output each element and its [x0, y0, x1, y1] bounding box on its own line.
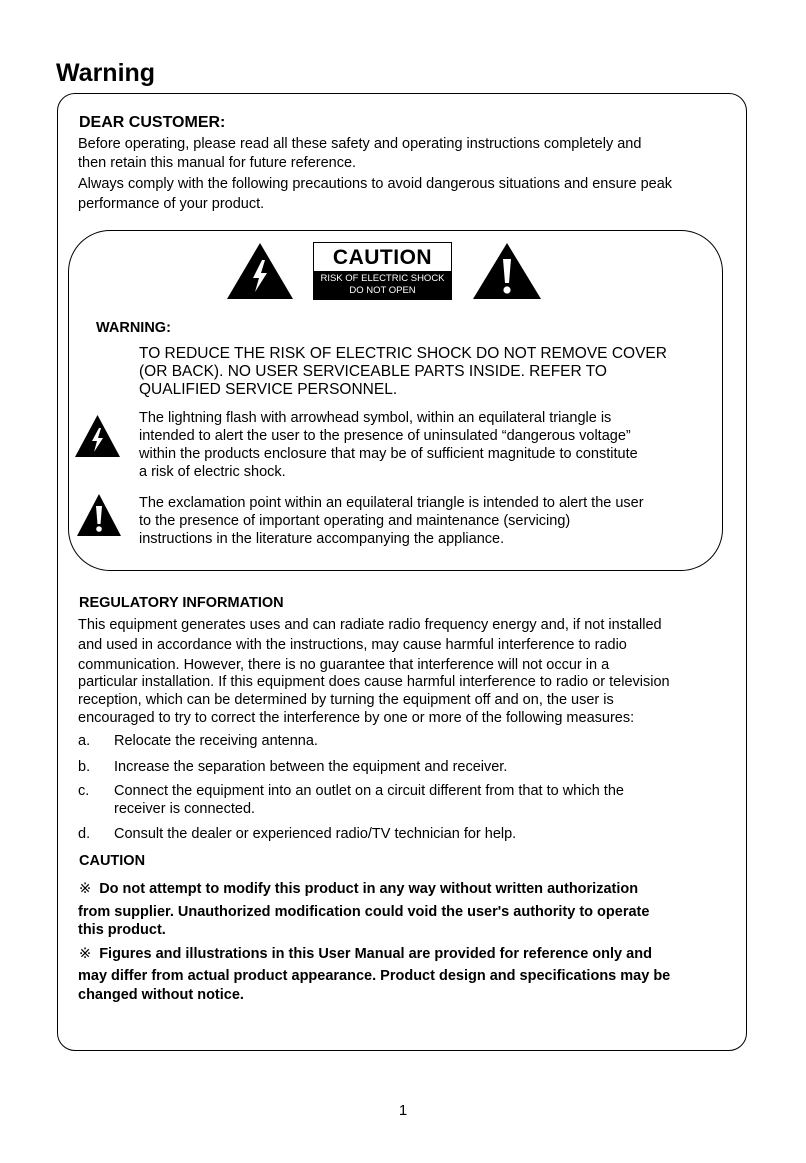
- lightning-desc-line: within the products enclosure that may be of sufficient magnitude to constitute: [139, 446, 638, 462]
- caution-note-line: this product.: [78, 922, 166, 938]
- caution-label-line1: RISK OF ELECTRIC SHOCK: [320, 273, 445, 284]
- exclamation-triangle-icon: [76, 493, 122, 537]
- lightning-desc-line: a risk of electric shock.: [139, 464, 286, 480]
- warning-text-line: TO REDUCE THE RISK OF ELECTRIC SHOCK DO NOT REMOVE COVER: [139, 345, 667, 362]
- page-title: Warning: [56, 59, 156, 87]
- measure-letter: b.: [78, 759, 91, 775]
- exclamation-desc-line: The exclamation point within an equilateral triangle is intended to alert the user: [139, 495, 644, 511]
- caution-note-line: from supplier. Unauthorized modification could void the user's authority to operate: [78, 904, 650, 920]
- lightning-triangle-icon: [74, 414, 121, 458]
- regulatory-text-line: communication. However, there is no guarantee that interference will not occur in a: [78, 657, 610, 673]
- warning-text-line: (OR BACK). NO USER SERVICEABLE PARTS INSIDE. REFER TO: [139, 363, 607, 380]
- exclamation-desc-line: to the presence of important operating and maintenance (servicing): [139, 513, 571, 529]
- regulatory-text-line: This equipment generates uses and can radiate radio frequency energy and, if not installed: [78, 617, 662, 633]
- regulatory-heading: REGULATORY INFORMATION: [79, 595, 284, 611]
- measure-letter: d.: [78, 826, 91, 842]
- regulatory-text-line: encouraged to try to correct the interference by one or more of the following measures:: [78, 710, 635, 726]
- warning-heading: WARNING:: [96, 320, 171, 336]
- lightning-desc-line: The lightning flash with arrowhead symbol, within an equilateral triangle is: [139, 410, 612, 426]
- caution-heading: CAUTION: [79, 853, 146, 869]
- lightning-desc-line: intended to alert the user to the presence of uninsulated “dangerous voltage”: [139, 428, 631, 444]
- reference-mark-icon: ※: [79, 946, 92, 962]
- caution-label-line2: DO NOT OPEN: [349, 285, 416, 296]
- regulatory-text-line: reception, which can be determined by turning the equipment off and on, the user is: [78, 692, 614, 708]
- dear-text-line: performance of your product.: [78, 196, 265, 212]
- caution-note-line: [79, 944, 652, 964]
- regulatory-text-line: particular installation. If this equipment does cause harmful interference to radio or television: [78, 674, 670, 690]
- warning-text-line: QUALIFIED SERVICE PERSONNEL.: [139, 381, 398, 398]
- page-number: 1: [398, 1102, 408, 1119]
- measure-text: receiver is connected.: [114, 801, 256, 817]
- caution-label-bar: [314, 271, 451, 299]
- caution-note-line: changed without notice.: [78, 987, 244, 1003]
- measure-letter: a.: [78, 733, 91, 749]
- measure-letter: c.: [78, 783, 90, 799]
- measure-text: Increase the separation between the equipment and receiver.: [114, 759, 508, 775]
- caution-note-text: Figures and illustrations in this User Manual are provided for reference only and: [99, 946, 652, 962]
- lightning-triangle-icon: [226, 242, 294, 300]
- dear-text-line: Always comply with the following precautions to avoid dangerous situations and ensure peak: [78, 176, 673, 192]
- dear-text-line: then retain this manual for future reference.: [78, 155, 357, 171]
- regulatory-text-line: and used in accordance with the instructions, may cause harmful interference to radio: [78, 637, 627, 653]
- exclamation-desc-line: instructions in the literature accompanying the appliance.: [139, 531, 505, 547]
- reference-mark-icon: ※: [79, 881, 92, 897]
- caution-note-text: Do not attempt to modify this product in any way without written authorization: [99, 881, 639, 897]
- dear-customer-heading: DEAR CUSTOMER:: [79, 114, 226, 131]
- measure-text: Relocate the receiving antenna.: [114, 733, 318, 749]
- caution-label: [313, 242, 452, 300]
- measure-text: Consult the dealer or experienced radio/TV technician for help.: [114, 826, 517, 842]
- exclamation-triangle-icon: [472, 242, 542, 300]
- dear-text-line: Before operating, please read all these safety and operating instructions completely and: [78, 136, 642, 152]
- measure-text: Connect the equipment into an outlet on a circuit different from that to which the: [114, 783, 624, 799]
- caution-label-title: CAUTION: [332, 246, 433, 269]
- caution-note-line: [79, 879, 638, 899]
- caution-note-line: may differ from actual product appearance. Product design and specifications may be: [78, 968, 671, 984]
